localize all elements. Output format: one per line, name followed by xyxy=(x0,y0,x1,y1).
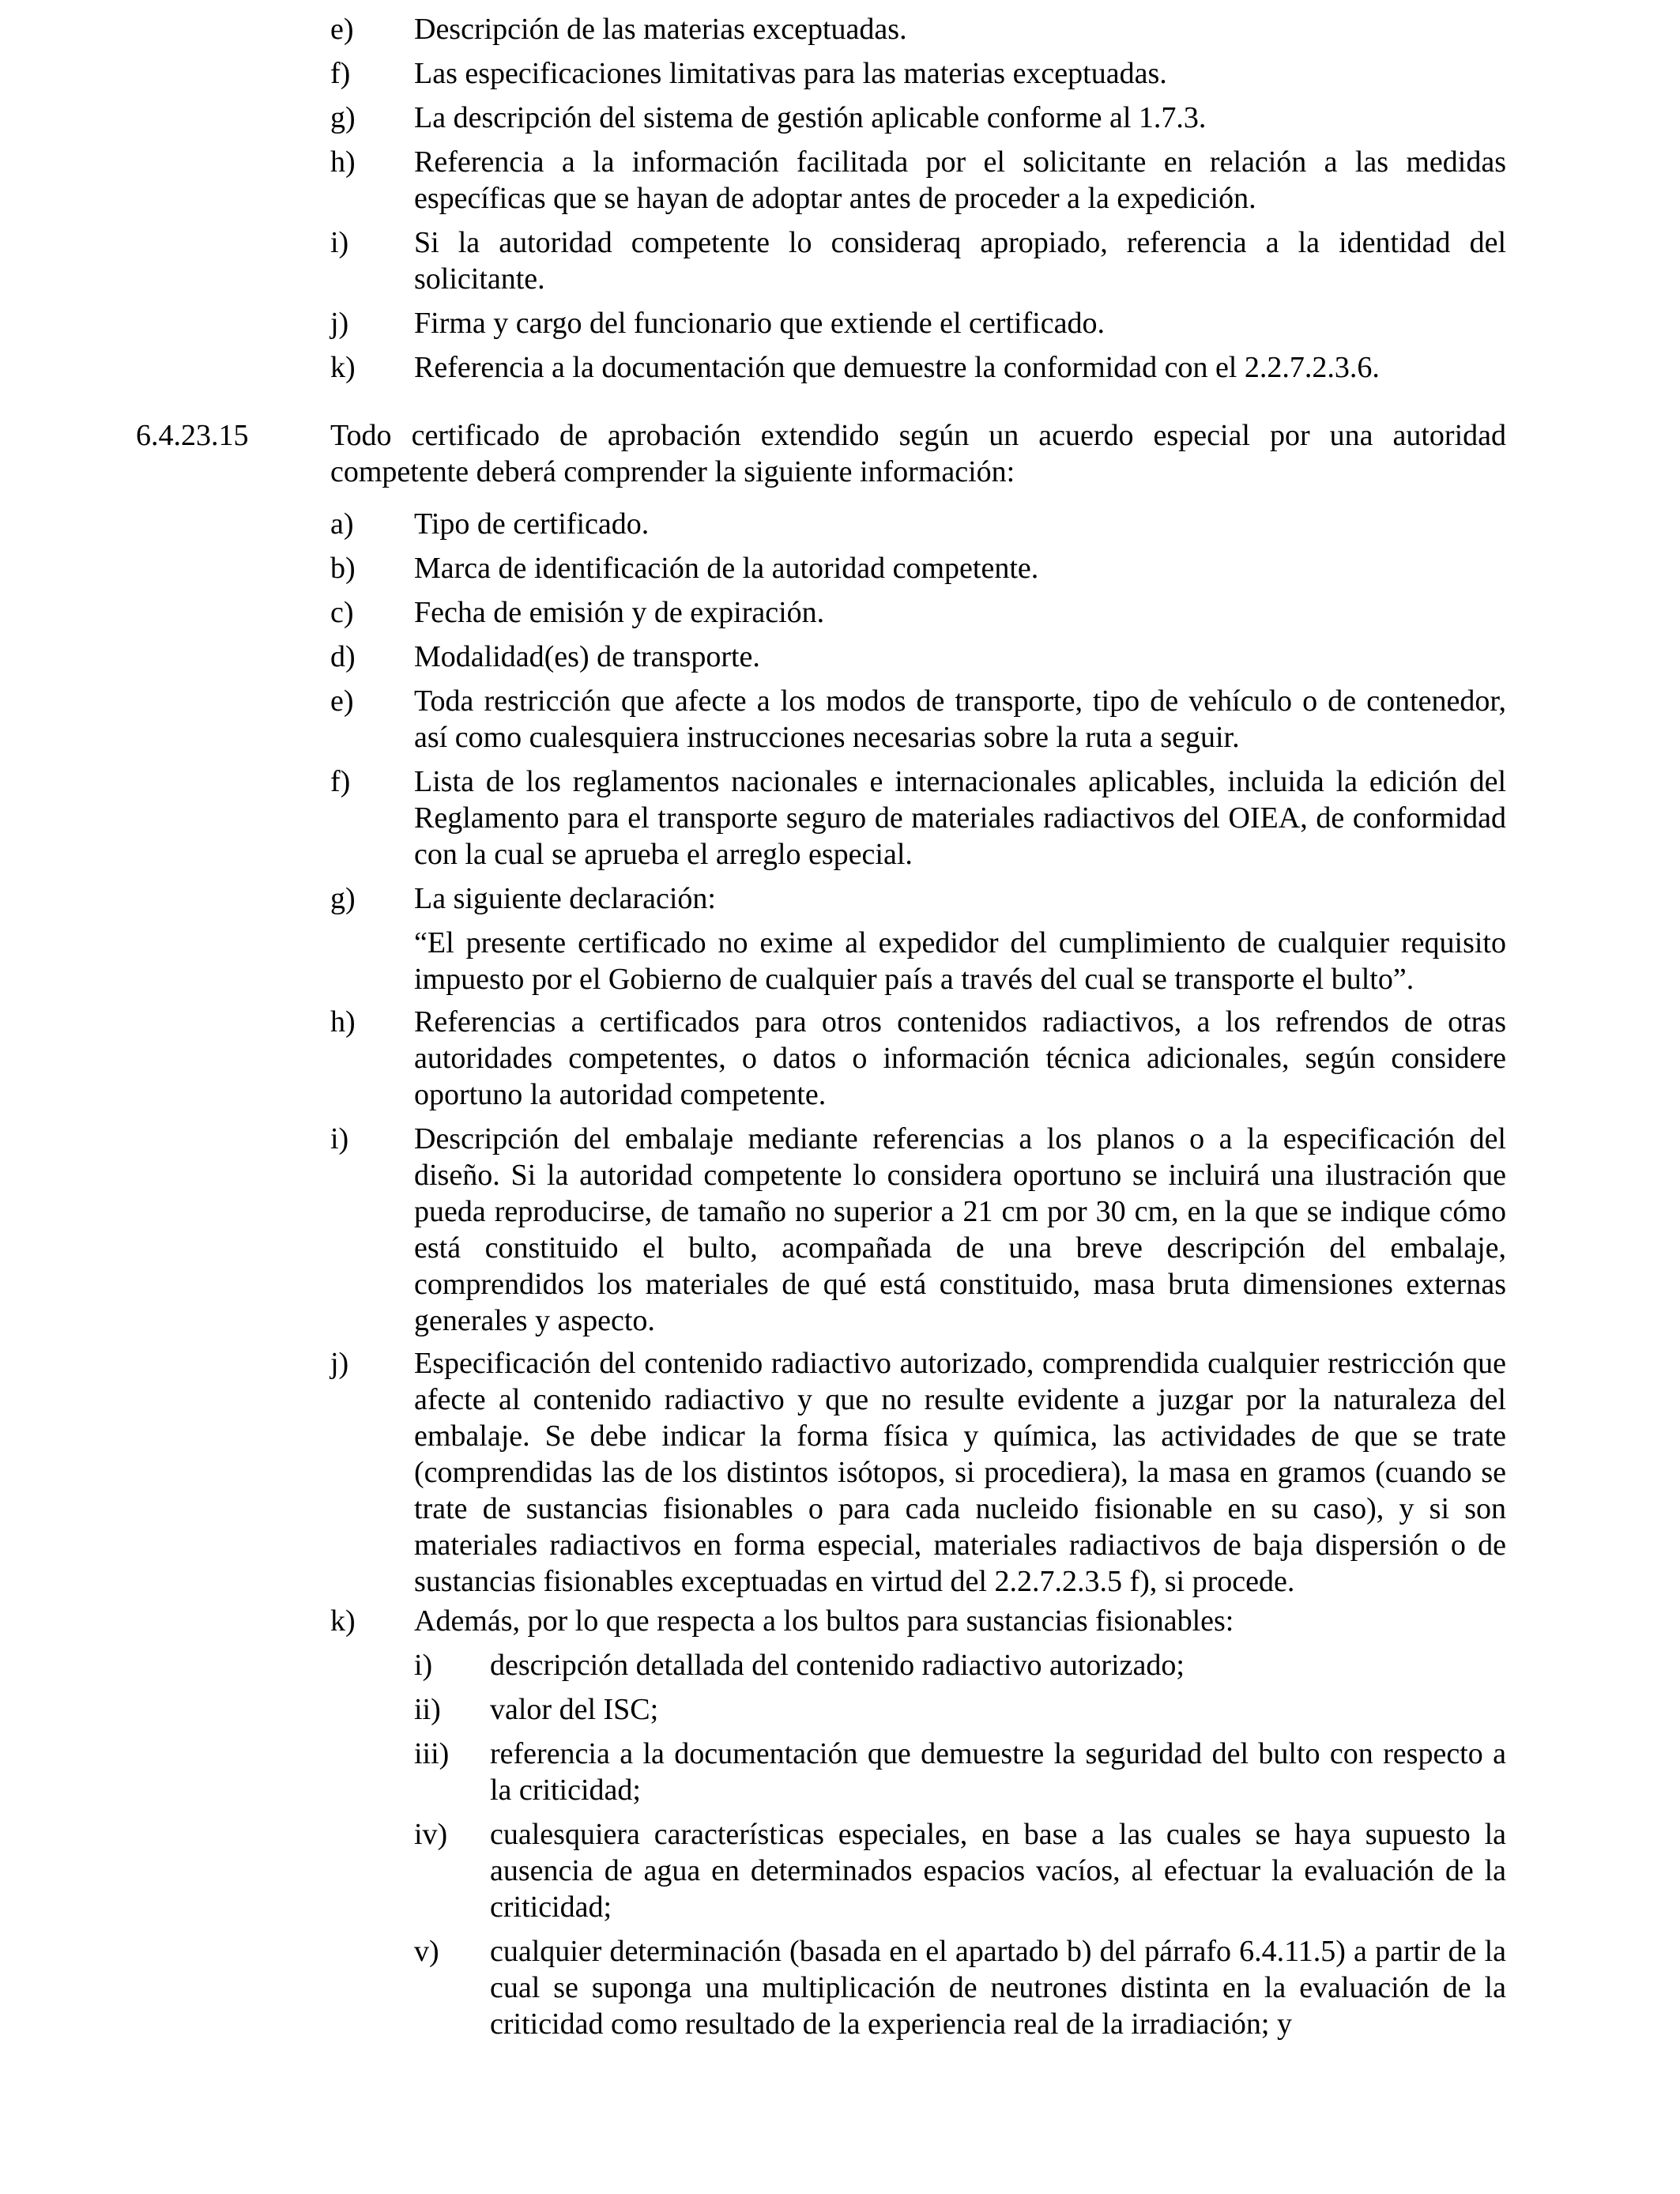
item-text: Descripción de las materias exceptuadas. xyxy=(414,13,907,46)
item-label: k) xyxy=(330,351,356,384)
sublist-label: ii) xyxy=(414,1693,441,1726)
item-label: h) xyxy=(330,1005,356,1039)
item-text: Fecha de emisión y de expiración. xyxy=(414,596,825,629)
sublist-text: descripción detallada del contenido radiactivo autorizado; xyxy=(490,1649,1185,1682)
sublist-label: i) xyxy=(414,1649,433,1682)
item-text: Si la autoridad competente lo consideraq apropiado, referencia a la identidad del solicitante. xyxy=(414,226,1506,296)
item-text: Descripción del embalaje mediante referencias a los planos o a la especificación del diseño. Si la autoridad competente lo considera oportuno se incluirá una ilustración que pueda reproducirse, de tamaño no superior a 21 cm por 30 cm, en la que se indique cómo está constituido el bulto, acompañada de una breve descripción del embalaje, comprendidos los materiales de qué está constituido, masa bruta dimensiones externas generales y aspecto. xyxy=(414,1122,1506,1337)
sublist-text: cualesquiera características especiales, en base a las cuales se haya supuesto la ausencia de agua en determinados espacios vacíos, al efectuar la evaluación de la criticidad; xyxy=(490,1818,1506,1924)
item-label: d) xyxy=(330,640,356,673)
section-intro: Todo certificado de aprobación extendido según un acuerdo especial por una autoridad competente deberá comprender la siguiente información: xyxy=(330,419,1506,488)
item-text: Referencia a la documentación que demuestre la conformidad con el 2.2.7.2.3.6. xyxy=(414,351,1380,384)
item-label: c) xyxy=(330,596,354,629)
item-label: g) xyxy=(330,882,356,915)
item-text: Referencia a la información facilitada por el solicitante en relación a las medidas específicas que se hayan de adoptar antes de proceder a la expedición. xyxy=(414,145,1506,215)
item-text: Referencias a certificados para otros contenidos radiactivos, a los refrendos de otras autoridades competentes, o datos o información técnica adicionales, según considere oportuno la autoridad competente. xyxy=(414,1005,1506,1111)
item-text: La siguiente declaración: xyxy=(414,882,716,915)
item-label: e) xyxy=(330,684,354,718)
item-label: j) xyxy=(330,307,349,340)
item-label: h) xyxy=(330,145,356,179)
item-label: b) xyxy=(330,552,356,585)
sublist-label: iv) xyxy=(414,1818,448,1851)
item-label: f) xyxy=(330,765,351,798)
item-text: Firma y cargo del funcionario que extiende el certificado. xyxy=(414,307,1105,340)
item-text: Lista de los reglamentos nacionales e internacionales aplicables, incluida la edición del Reglamento para el transporte seguro de materiales radiactivos del OIEA, de conformidad con la cual se aprueba el arreglo especial. xyxy=(414,765,1506,871)
sublist-text: valor del ISC; xyxy=(490,1693,659,1726)
item-label: j) xyxy=(330,1347,349,1380)
sublist-label: v) xyxy=(414,1935,439,1968)
sublist-label: iii) xyxy=(414,1737,450,1770)
item-text: Además, por lo que respecta a los bultos para sustancias fisionables: xyxy=(414,1604,1234,1638)
item-text: Toda restricción que afecte a los modos de transporte, tipo de vehículo o de contenedor, así como cualesquiera instrucciones necesarias sobre la ruta a seguir. xyxy=(414,684,1506,754)
section-number: 6.4.23.15 xyxy=(136,419,249,452)
item-text: Tipo de certificado. xyxy=(414,507,650,541)
item-label: i) xyxy=(330,1122,349,1155)
item-label: f) xyxy=(330,57,351,90)
item-text: Especificación del contenido radiactivo autorizado, comprendida cualquier restricción que afecte al contenido radiactivo y que no resulte evidente a juzgar por la naturaleza del embalaje. Se debe indicar la forma física y química, las actividades de que se trate (comprendidas las de los distintos isótopos, si procediera), la masa en gramos (cuando se trate de sustancias fisionables o para cada nucleido fisionable en su caso), y si son materiales radiactivos en forma especial, materiales radiactivos de baja dispersión o de sustancias fisionables exceptuadas en virtud del 2.2.7.2.3.5 f), si procede. xyxy=(414,1347,1506,1598)
item-text: Modalidad(es) de transporte. xyxy=(414,640,760,673)
item-label: i) xyxy=(330,226,349,259)
item-label: k) xyxy=(330,1604,356,1638)
sublist-text: referencia a la documentación que demuestre la seguridad del bulto con respecto a la criticidad; xyxy=(490,1737,1506,1807)
item-label: e) xyxy=(330,13,354,46)
item-text: Las especificaciones limitativas para las materias exceptuadas. xyxy=(414,57,1167,90)
item-text: La descripción del sistema de gestión aplicable conforme al 1.7.3. xyxy=(414,101,1207,134)
item-label: g) xyxy=(330,101,356,134)
item-label: a) xyxy=(330,507,354,541)
declaration-quote: “El presente certificado no exime al expedidor del cumplimiento de cualquier requisito impuesto por el Gobierno de cualquier país a través del cual se transporte el bulto”. xyxy=(414,926,1506,996)
item-text: Marca de identificación de la autoridad competente. xyxy=(414,552,1039,585)
sublist-text: cualquier determinación (basada en el apartado b) del párrafo 6.4.11.5) a partir de la cual se suponga una multiplicación de neutrones distinta en la evaluación de la criticidad como resultado de la experiencia real de la irradiación; y xyxy=(490,1935,1506,2041)
